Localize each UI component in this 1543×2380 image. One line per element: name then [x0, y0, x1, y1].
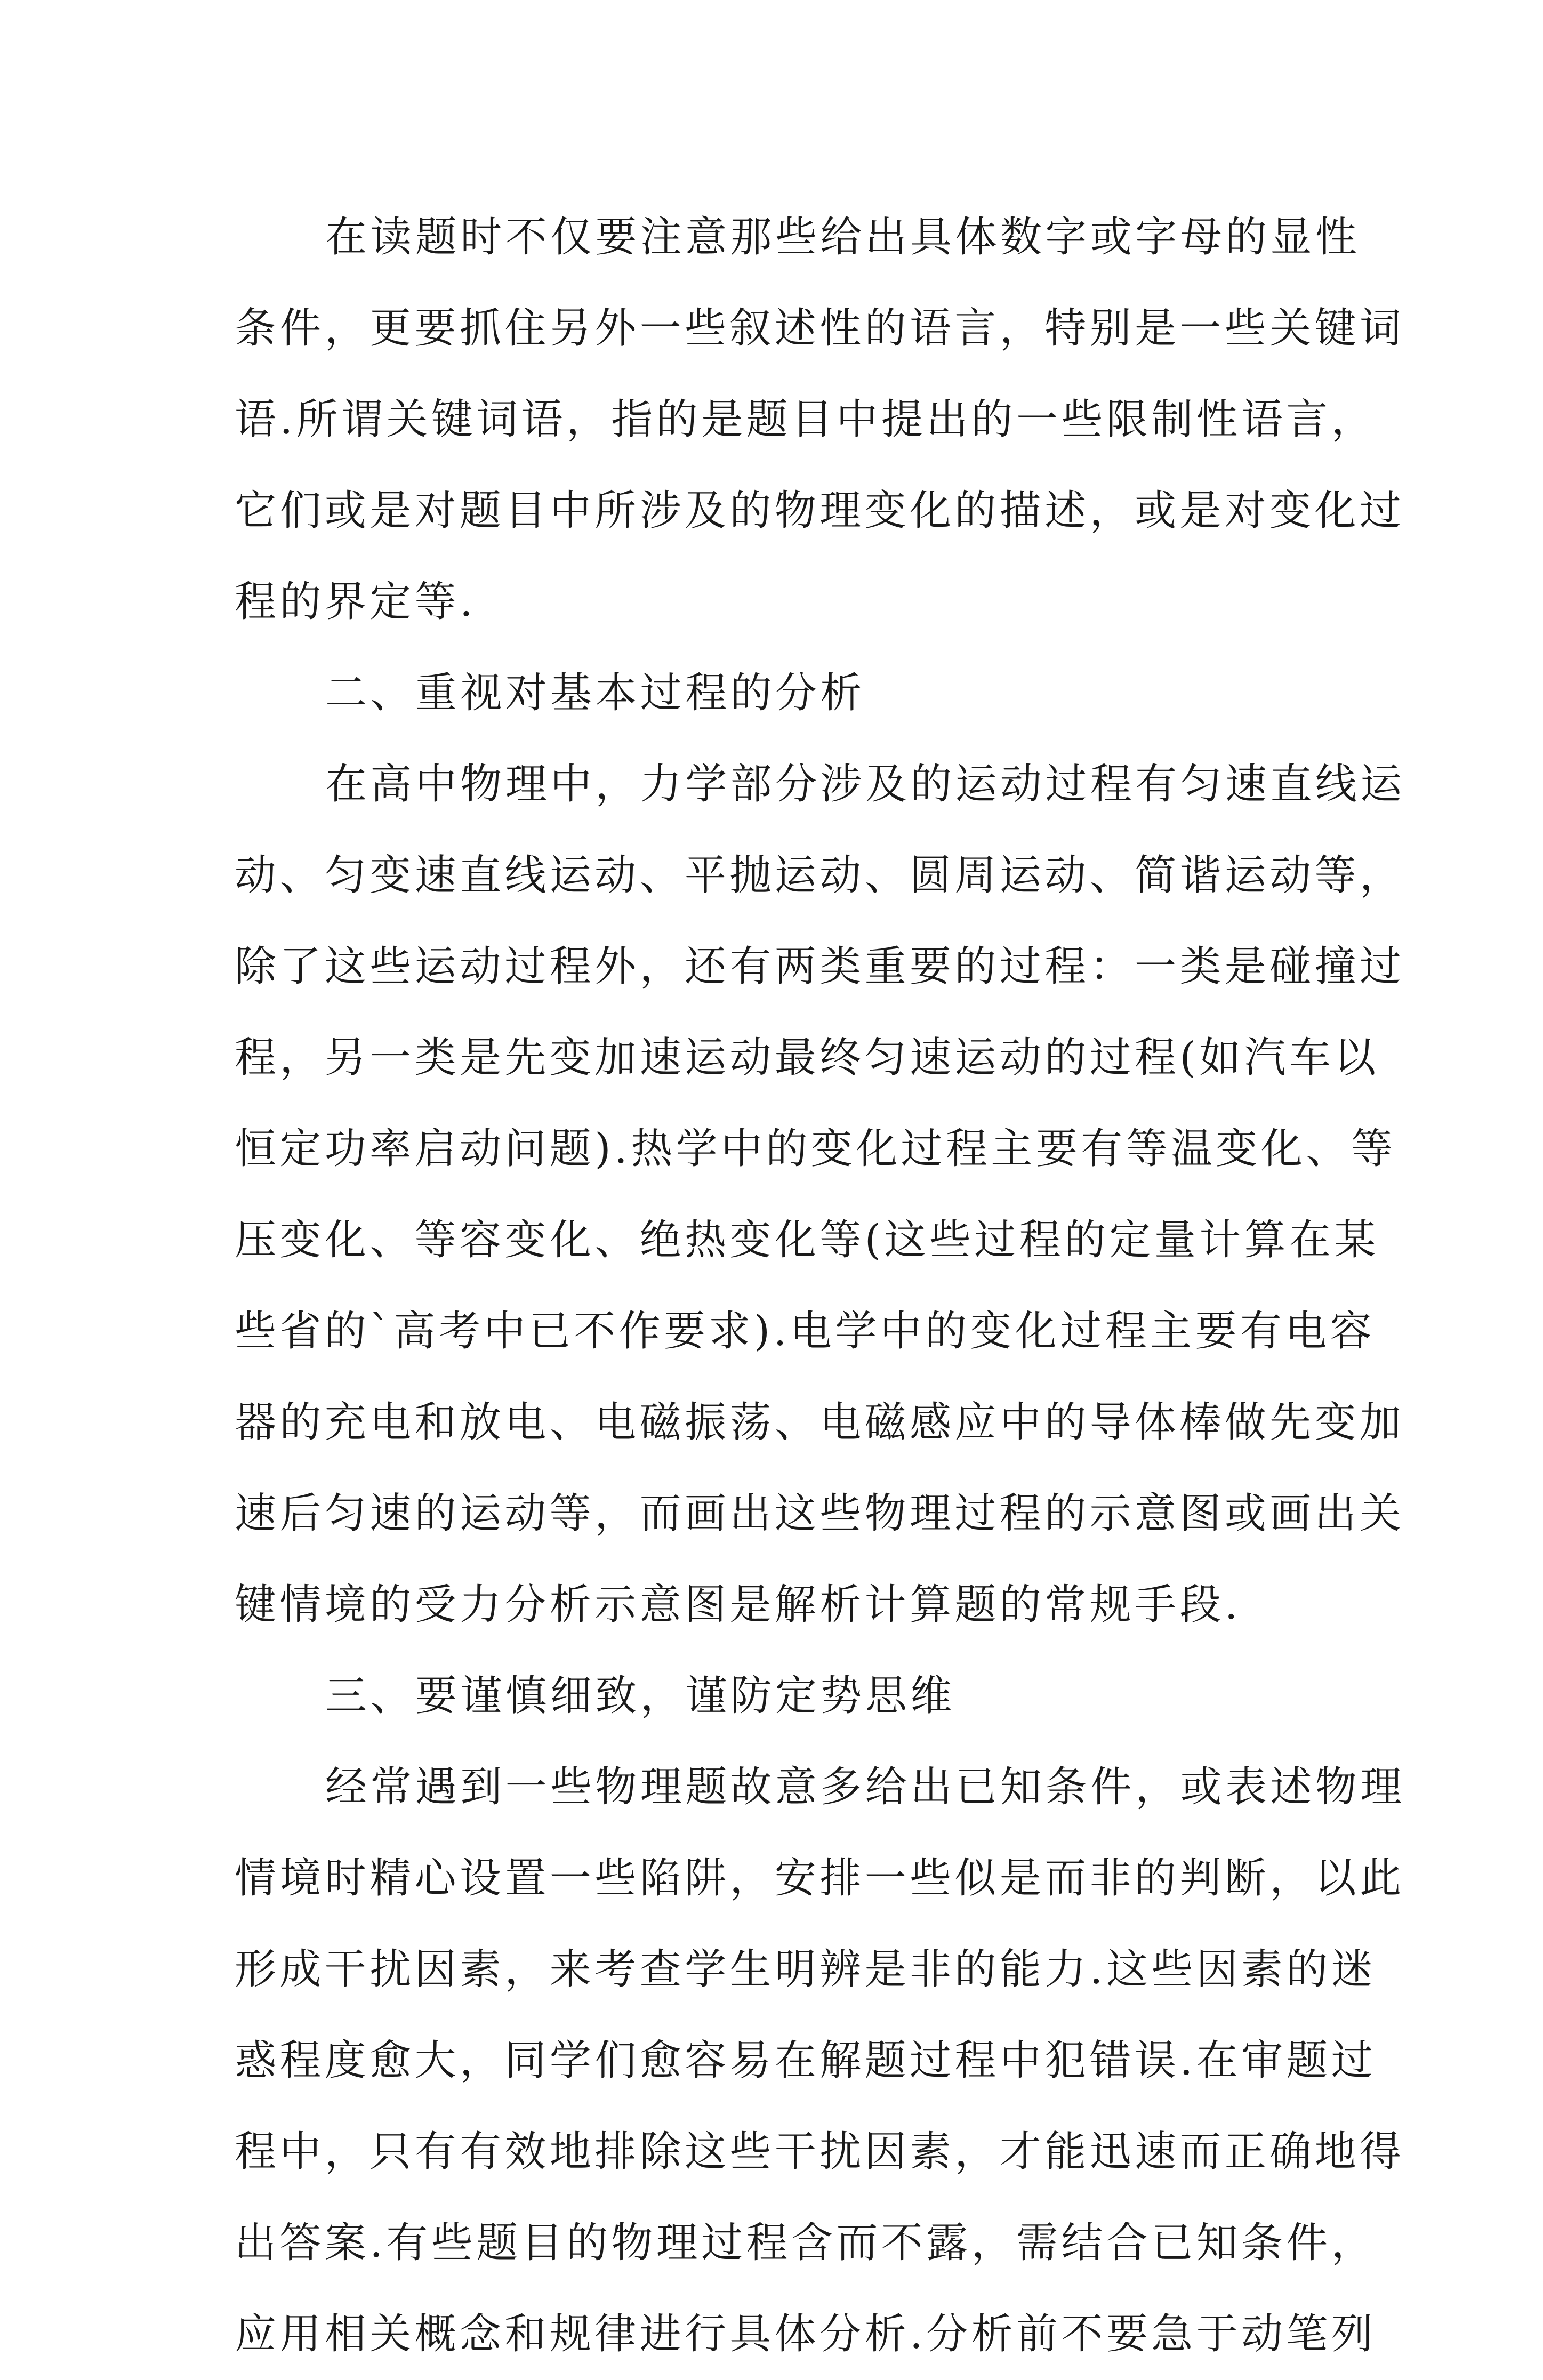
section-heading: 二、重视对基本过程的分析	[325, 669, 865, 717]
text-line: 除了这些运动过程外，还有两类重要的过程：一类是碰撞过	[235, 943, 1405, 991]
text-line: 器的充电和放电、电磁振荡、电磁感应中的导体棒做先变加	[235, 1398, 1405, 1446]
text-line: 些省的`高考中已不作要求).电学中的变化过程主要有电容	[235, 1307, 1376, 1355]
text-line: 速后匀速的运动等，而画出这些物理过程的示意图或画出关	[235, 1490, 1405, 1538]
text-line: 它们或是对题目中所涉及的物理变化的描述，或是对变化过	[235, 487, 1405, 535]
text-line: 情境时精心设置一些陷阱，安排一些似是而非的判断，以此	[235, 1854, 1405, 1902]
text-line: 惑程度愈大，同学们愈容易在解题过程中犯错误.在审题过	[235, 2037, 1377, 2085]
text-line: 形成干扰因素，来考查学生明辨是非的能力.这些因素的迷	[235, 1945, 1377, 1993]
text-line: 键情境的受力分析示意图是解析计算题的常规手段.	[235, 1581, 1241, 1629]
text-line: 程，另一类是先变加速运动最终匀速运动的过程(如汽车以	[235, 1034, 1379, 1082]
text-line: 动、匀变速直线运动、平抛运动、圆周运动、简谐运动等，	[235, 851, 1405, 899]
text-line: 条件，更要抓住另外一些叙述性的语言，特别是一些关键词	[235, 304, 1405, 352]
text-line: 经常遇到一些物理题故意多给出已知条件，或表述物理	[325, 1763, 1405, 1811]
text-line: 语.所谓关键词语，指的是题目中提出的一些限制性语言，	[235, 396, 1377, 444]
document-body	[235, 192, 1405, 2380]
text-line: 在读题时不仅要注意那些给出具体数字或字母的显性	[325, 213, 1361, 261]
text-line: 出答案.有些题目的物理过程含而不露，需结合已知条件，	[235, 2219, 1377, 2267]
text-line: 压变化、等容变化、绝热变化等(这些过程的定量计算在某	[235, 1216, 1379, 1264]
text-line: 应用相关概念和规律进行具体分析.分析前不要急于动笔列	[235, 2310, 1377, 2358]
text-line: 程的界定等.	[235, 578, 477, 626]
section-heading: 三、要谨慎细致，谨防定势思维	[325, 1672, 955, 1720]
text-line: 程中，只有有效地排除这些干扰因素，才能迅速而正确地得	[235, 2128, 1405, 2176]
text-line: 恒定功率启动问题).热学中的变化过程主要有等温变化、等	[235, 1125, 1396, 1173]
text-line: 在高中物理中，力学部分涉及的运动过程有匀速直线运	[325, 760, 1405, 808]
